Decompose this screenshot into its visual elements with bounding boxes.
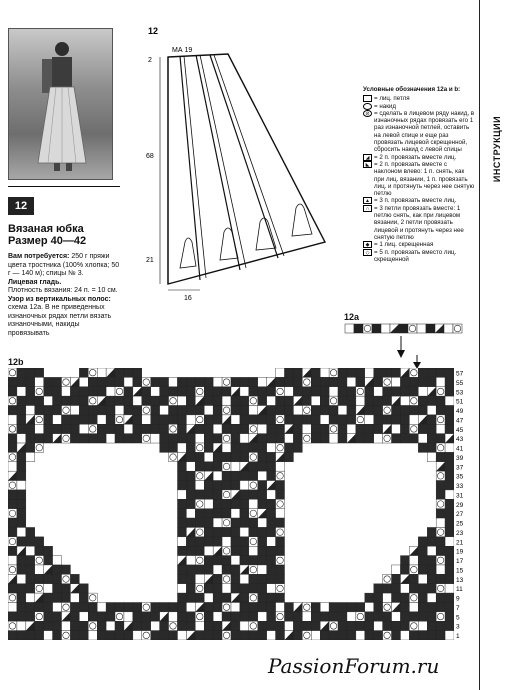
row-number: 27 [456,511,464,519]
instructions-body [8,253,120,338]
pattern-text: схема 12а. В не приведенных изнаночных рядах петли вязать изнаночными, накиды провязывать [8,304,112,337]
legend [363,86,475,263]
legend-item: ◣ = 2 п. провязать вместе с наклоном влево: 1 п. снять, как при лиц. вязании, 1 п. провязать лиц. и протянуть через нее снятую петлю [363,161,475,197]
row-number: 17 [456,558,464,566]
row-number: 21 [456,539,464,547]
row-number: 49 [456,408,464,416]
twisted-yarn-over-icon: ⊘ [363,110,372,117]
instructions-tab-label: ИНСТРУКЦИИ [492,115,502,183]
k2tog-icon: ◢ [363,154,372,161]
row-number: 37 [456,464,464,472]
sk2p-icon: ∩ [363,205,372,212]
row-number: 1 [456,633,460,640]
row-number: 33 [456,483,464,491]
legend-item: ◆ = 1 лиц. скрещенная [363,241,475,248]
row-number: 51 [456,398,464,406]
section-divider [8,186,120,187]
k3tog-icon: ▲ [363,197,372,204]
stitch-label: Лицевая гладь. [8,278,62,286]
measure-16: 16 [184,295,192,302]
legend-item: ▲ = 3 п. провязать вместе лиц. [363,197,475,204]
row-number: 7 [456,604,460,612]
row-number: 29 [456,501,464,509]
row-number: 5 [456,614,460,622]
row-numbers [454,368,472,640]
legend-item: ⊘ = сделать в лицевом ряду накид, в изнаночных рядах провязать его 1 раз изнаночной петлей, оставить на левой спице и еще раз провязать лицевой скрещенной, сбросить накид с левой спицы [363,110,475,154]
row-number: 31 [456,492,464,500]
row-number: 25 [456,520,464,528]
arrow-down-icon [396,336,406,358]
legend-item: ◢ = 2 п. провязать вместе лиц. [363,154,475,161]
title-line-1: Вязаная юбка [8,223,84,235]
legend-item: ◇ = 5 п. провязать вместо лиц. скрещенной [363,249,475,264]
row-number: 11 [456,586,463,594]
yarn-over-icon [363,103,372,110]
watermark: PassionForum.ru [268,654,440,678]
row-number: 43 [456,436,464,444]
instructions-tab [482,110,510,190]
row-number: 39 [456,454,464,462]
row-number: 9 [456,595,460,603]
model-figure-illustration [34,37,90,173]
row-number: 3 [456,623,460,631]
row-number: 35 [456,473,464,481]
chart-12b [8,368,454,640]
row-number: 55 [456,379,464,387]
row-number: 47 [456,417,464,425]
measure-21: 21 [146,257,154,264]
legend-title: Условные обозначения 12а и b: [363,86,461,93]
row-number: 57 [456,370,464,378]
skirt-schematic [140,22,340,302]
legend-item: ∩ = 3 петли провязать вместе: 1 петлю снять, как при лицевом вязании, 2 петли провязать лицевой и протянуть через нее снятую петлю [363,205,475,241]
density-text: Плотность вязания: 24 п. = 10 см. [8,287,118,294]
pattern-title [8,223,120,247]
row-number: 13 [456,576,464,584]
chart-12a-label: 12a [344,312,360,322]
row-number: 45 [456,426,464,434]
materials-text: 250 г пряжи цвета тростника (100% хлопка; 50 г — 140 м); спицы № 3. [8,253,120,277]
row-number: 53 [456,389,464,397]
chart-12a [344,322,464,334]
legend-item: = накид [363,103,475,110]
materials-label: Вам потребуется: [8,253,70,260]
skirt-panel-outline [168,54,325,284]
legend-item: = лиц. петля [363,95,475,102]
page-edge-rule [479,0,480,690]
measure-2: 2 [148,57,152,64]
section-number-badge: 12 [8,197,34,215]
schematic-number: 12 [148,26,159,36]
row-number: 15 [456,567,464,575]
row-number: 23 [456,529,464,537]
twisted-knit-icon: ◆ [363,241,372,248]
title-line-2: Размер 40—42 [8,235,87,247]
pattern-label: Узор из вертикальных полос: [8,295,111,303]
skirt-photo [8,28,113,180]
ssk-icon: ◣ [363,161,372,168]
row-number: 19 [456,548,464,556]
five-stitch-icon: ◇ [363,249,372,256]
knit-stitch-icon [363,95,372,102]
arrow-down-icon [412,355,422,369]
row-number: 41 [456,445,464,453]
measure-68: 68 [146,153,154,160]
schematic-top-label: МА 19 [172,47,193,54]
chart-12b-label: 12b [8,357,24,367]
